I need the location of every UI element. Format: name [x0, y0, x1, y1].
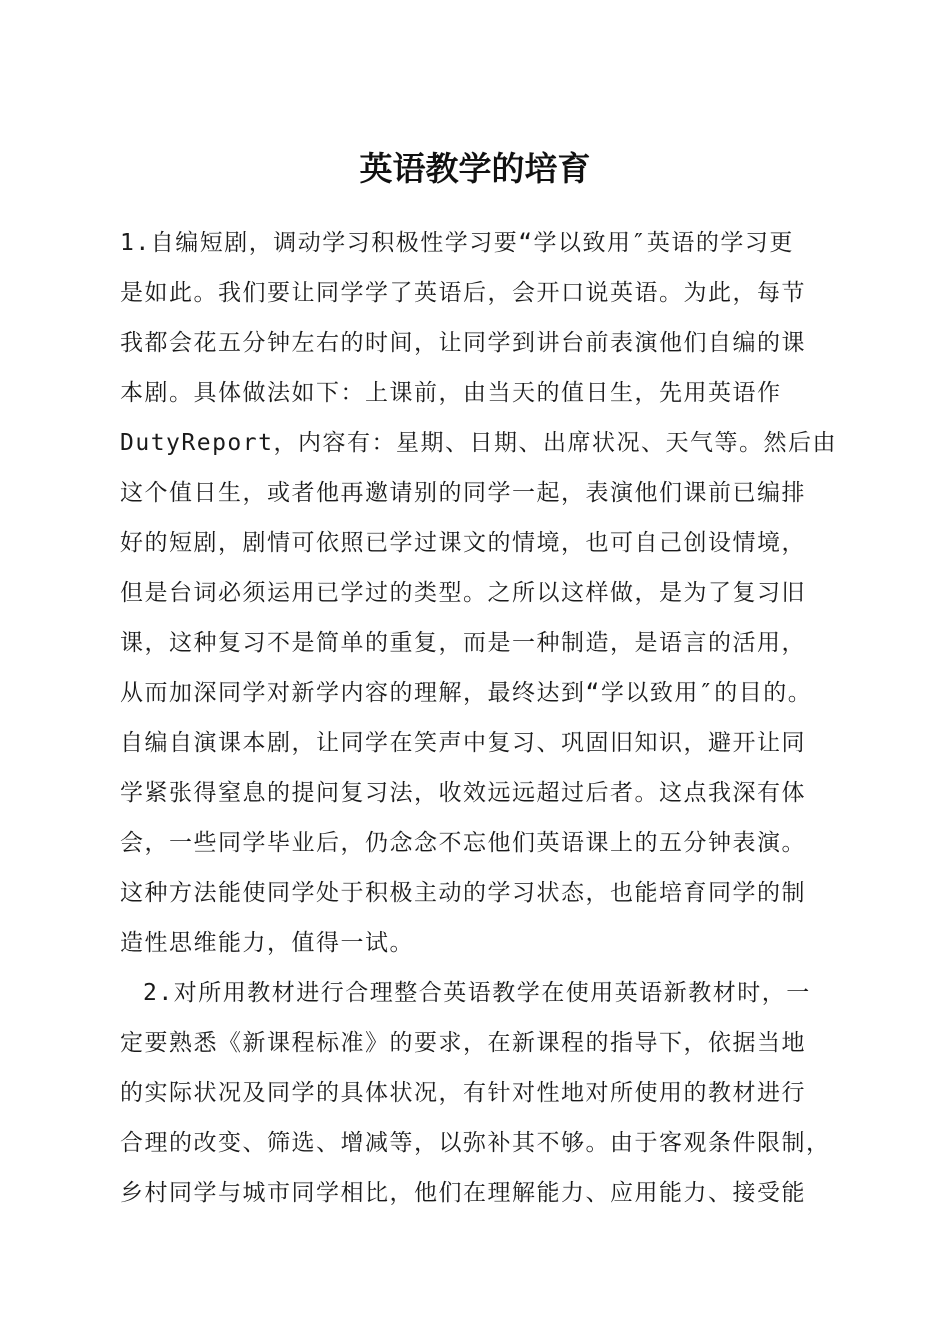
body-line: 乡村同学与城市同学相比，他们在理解能力、应用能力、接受能: [120, 1180, 806, 1206]
body-line: 会，一些同学毕业后，仍念念不忘他们英语课上的五分钟表演。: [120, 830, 806, 856]
body-line: 是如此。我们要让同学学了英语后，会开口说英语。为此，每节: [120, 280, 806, 306]
body-line: 我都会花五分钟左右的时间，让同学到讲台前表演他们自编的课: [120, 330, 806, 356]
body-line: 本剧。具体做法如下：上课前，由当天的值日生，先用英语作: [120, 380, 782, 406]
body-line: 2.对所用教材进行合理整合英语教学在使用英语新教材时，一: [143, 980, 811, 1006]
body-line: 这个值日生，或者他再邀请别的同学一起，表演他们课前已编排: [120, 480, 806, 506]
body-line: 合理的改变、筛选、增减等，以弥补其不够。由于客观条件限制，: [120, 1130, 831, 1156]
body-line: 但是台词必须运用已学过的类型。之所以这样做，是为了复习旧: [120, 580, 806, 606]
body-line: 学紧张得窒息的提问复习法，收效远远超过后者。这点我深有体: [120, 780, 806, 806]
body-line: 从而加深同学对新学内容的理解，最终达到“学以致用″的目的。: [120, 680, 813, 706]
body-line: DutyReport，内容有：星期、日期、出席状况、天气等。然后由: [120, 430, 837, 456]
body-line: 这种方法能使同学处于积极主动的学习状态，也能培育同学的制: [120, 880, 806, 906]
document-title: 英语教学的培育: [359, 149, 591, 188]
body-line: 好的短剧，剧情可依照已学过课文的情境，也可自己创设情境，: [120, 530, 806, 556]
body-line: 自编自演课本剧，让同学在笑声中复习、巩固旧知识，避开让同: [120, 730, 806, 756]
document-body: [120, 218, 860, 1218]
body-line: 造性思维能力，值得一试。: [120, 930, 414, 956]
body-line: 课，这种复习不是简单的重复，而是一种制造，是语言的活用，: [120, 630, 806, 656]
body-line: 的实际状况及同学的具体状况，有针对性地对所使用的教材进行: [120, 1080, 806, 1106]
body-line: 1.自编短剧，调动学习积极性学习要“学以致用″英语的学习更: [120, 230, 794, 256]
body-line: 定要熟悉《新课程标准》的要求，在新课程的指导下，依据当地: [120, 1030, 806, 1056]
